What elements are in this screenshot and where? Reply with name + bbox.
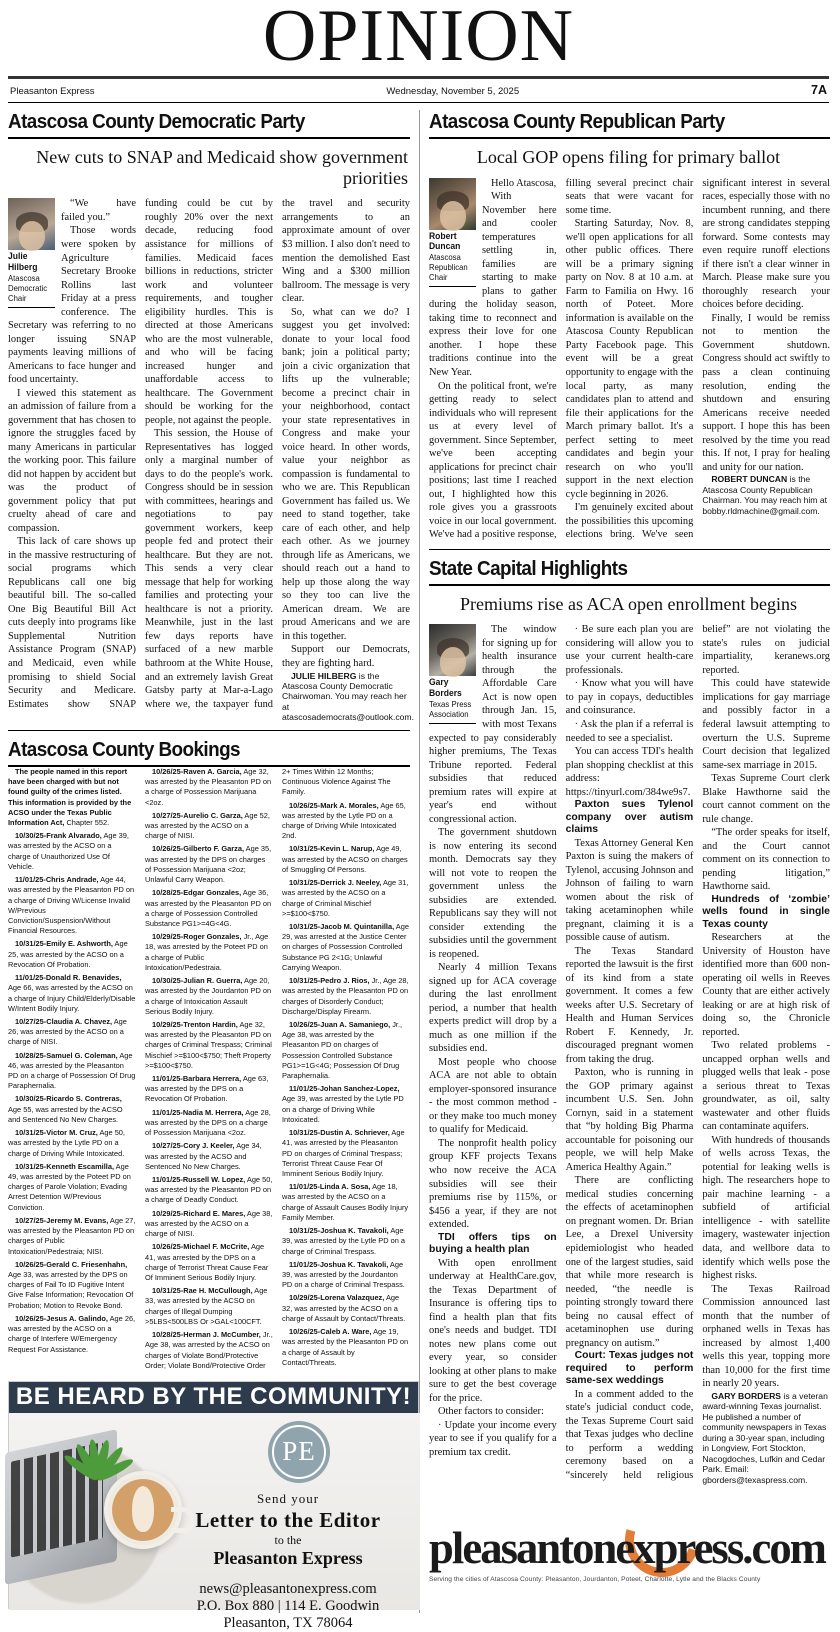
booking-entry-name: 10/27/25-Jeremy M. Evans,: [15, 1215, 109, 1225]
booking-entry-detail: Age 33, was arrested by the ACSO on charges of Illegal Dumping >5LBS<500LBS Or >GAL<100CFT.: [145, 1286, 268, 1326]
section-deck-republican: Local GOP opens filing for primary ballot: [476, 147, 781, 168]
tagline-author-name: ROBERT DUNCAN: [711, 474, 788, 485]
paragraph: The Texas Railroad Commission announced last month that the number of orphaned wells in Texas has increased by almost 1,400 wells this year, topping more than 10,000 for the first time in nearly 20 years.: [702, 1283, 830, 1390]
booking-entry-detail: Age 32, was arrested by the Pleasanton PD on charges of Criminal Trespass; Criminal Mischief >=$100<$750; Theft Property >=$100<$750.: [145, 1019, 272, 1070]
booking-entry-name: 10/27/25-Claudia A. Chavez,: [15, 1016, 113, 1026]
booking-entry-name: 10/28/25-Samuel G. Coleman,: [15, 1050, 118, 1060]
section-title-bookings: Atascosa County Bookings: [8, 737, 240, 761]
booking-entry-detail: Age 39, was arrested by the Lytle PD on a charge of Criminal Trespass.: [282, 1226, 405, 1256]
capital-subheading: Hundreds of ‘zombie’ wells found in single Texas county: [702, 893, 830, 930]
booking-entry-detail: Age 32, was arrested by the ACSO on a charge of Assault by Contact/Threats.: [282, 1293, 406, 1323]
booking-entry: [282, 1226, 410, 1257]
ad-address-line1: P.O. Box 880 | 114 E. Goodwin: [196, 1597, 380, 1614]
paragraph: The window for signing up for health insurance through the Affordable Care Act is now open through Jan. 15, with most Texans expected to pay considerably higher premiums, The Texas Tribune reported. Federal subsidies that reduced premium rates will expire at year's end without congressional action.: [429, 624, 557, 825]
paragraph: Support our Democrats, they are fighting hard.: [282, 644, 410, 669]
bookings-list: [8, 767, 410, 1371]
booking-entry-detail: Age 63, was arrested by the DPS on a Revocation Of Probation.: [145, 1074, 269, 1104]
paragraph: Texas Attorney General Ken Paxton is suing the makers of Tylenol, accusing Johnson and Johnson of failing to warn women about the risk of taking acetaminophen while pregnant, claiming it is a possible cause of autism.: [565, 837, 694, 944]
section-separator: [429, 549, 830, 550]
booking-entry-name: 11/01/25-Barbara Herrera,: [152, 1074, 242, 1084]
booking-entry-detail: Age 28, was arrested by the DPS on a charge of Possession Marijuana <2oz.: [145, 1107, 271, 1138]
booking-entry-name: 10/28/25-Herman J. McCumber,: [152, 1330, 261, 1340]
booking-entry-name: 10/28/25-Edgar Gonzales,: [152, 888, 242, 898]
booking-entry-name: 10/31/25-Victor M. Cruz,: [15, 1128, 98, 1138]
booking-entry: [145, 932, 273, 973]
booking-entry-name: 11/01/25-Donald R. Benavides,: [15, 973, 122, 983]
booking-entry: [8, 1162, 136, 1213]
ad-website-promo[interactable]: [429, 1495, 840, 1613]
tagline-text: is the Atascosa County Republican Chairman. You may reach him at bobby.rldmachine@gmail.com.: [702, 474, 827, 516]
booking-entry-name: 10/31/25-Kenneth Escamilla,: [15, 1161, 115, 1171]
booking-entry-detail: Age 65, was arrested by the Lytle PD on a charge of Driving While Intoxicated 2nd.: [282, 800, 406, 841]
byline-rule: [429, 723, 476, 724]
paragraph: With November here and cooler temperatures settling in, families are starting to make plans to gather during the holiday season, taking time to reconnect and express their love for one another. I hope these traditions continue into the New Year.: [429, 191, 557, 378]
booking-entry: [145, 811, 273, 842]
plant-graphic: [53, 1417, 145, 1479]
booking-entry: [8, 1314, 136, 1355]
bookings-disclaimer-bold: The people named in this report have been charged with but not found guilty of the crimes listed. This information is provided by the ACSO under the Texas Public Information Act,: [8, 766, 132, 828]
ad-banner-headline: BE HEARD BY THE COMMUNITY!: [9, 1382, 418, 1413]
booking-entry: [145, 844, 273, 885]
booking-entry: [282, 1020, 410, 1081]
booking-entry-detail: Age 27, was arrested by the Pleasanton PD on charges of Public Intoxication/Pedestraia; NISI.: [8, 1215, 136, 1256]
paragraph: I viewed this statement as an admission of failure from a government that has chosen to ignore the struggles faced by many Americans in particular the working poor. This failure did not happen by accident but was the product of government policy that put cruelty ahead of care and compassion.: [8, 387, 136, 534]
capital-subheading: Paxton sues Tylenol company over autism claims: [565, 799, 694, 836]
booking-entry-name: 10/31/25-Kevin L. Narup,: [289, 844, 375, 854]
booking-entry: [282, 801, 410, 842]
paragraph: You can access TDI's health plan shopping checklist at this address: https://tinyurl.com/384we9s7.: [565, 746, 694, 798]
booking-entry-detail: Age 46, was arrested by the Pleasanton PD on a charge of Possession Of Drug Paraphernalia.: [8, 1050, 136, 1091]
paragraph: · Update your income every year to see if you qualify for a premium tax credit.: [429, 1419, 557, 1458]
folio-date: Wednesday, November 5, 2025: [386, 86, 520, 98]
booking-entry-name: 11/01/25-Nadia M. Herrera,: [152, 1107, 244, 1117]
booking-entry-name: 11/01/25-Joshua K. Tavakoli,: [289, 1259, 389, 1269]
booking-entry-name: 11/01/25-Johan Sanchez-Lopez,: [289, 1084, 400, 1094]
booking-entry-detail: Age 52, was arrested by the ACSO on a charge of NISI.: [145, 810, 270, 841]
booking-entry: [8, 1017, 136, 1048]
booking-entry-name: 11/01/25-Linda A. Sosa,: [289, 1182, 371, 1192]
section-bookings: [8, 738, 410, 1371]
booking-entry-name: 10/30/25-Ricardo S. Contreras,: [15, 1094, 122, 1104]
booking-entry-name: 10/29/25-Trenton Hardin,: [152, 1019, 238, 1029]
section-title-democratic: Atascosa County Democratic Party: [8, 110, 305, 134]
booking-entry: [145, 1242, 273, 1283]
author-tagline-republican: [702, 474, 830, 516]
booking-entry-name: 10/31/25-Jacob M. Quintanilla,: [289, 921, 395, 931]
section-democratic-party: [8, 110, 414, 723]
booking-entry: [282, 844, 410, 875]
booking-entry-detail: Age 29, was arrested at the Justice Center on charges of Possession Controlled Substance PG 2<1G; Unlawful Carrying Weapon.: [282, 921, 409, 972]
booking-entry: [8, 939, 136, 970]
ad-website-tagline: Serving the cities of Atascosa County: Pleasanton, Jourdanton, Poteet, Charlotte, Lytle and the Blacks County: [429, 1576, 761, 1584]
booking-entry-detail: Age 41, was arrested by the DPS on a charge of Terrorist Threat Cause Fear Of Imminent Serious Bodily Injury.: [145, 1242, 269, 1282]
byline-capital: [429, 624, 476, 723]
booking-entry: [8, 875, 136, 936]
booking-entry: [282, 1327, 410, 1368]
ad-email[interactable]: news@pleasantonexpress.com: [199, 1580, 377, 1597]
booking-entry: [145, 1020, 273, 1071]
paragraph: Texas Supreme Court clerk Blake Hawthorne said the court cannot comment on the rule change.: [702, 773, 830, 825]
booking-entry-detail: Age 44, was arrested by the Pleasanton PD on a charge of Driving W/License Invalid W/Previous Conviction/Suspension/Without Financial Resources.: [8, 875, 135, 936]
section-state-capital-highlights: [429, 557, 830, 1485]
booking-entry: [8, 1260, 136, 1311]
byline-title-republican: Atascosa Republican Chair: [429, 252, 468, 282]
ad-wordmark: pleasantonexpress.com: [429, 1522, 825, 1574]
booking-entry-detail: Age 41, was arrested by the Pleasanton PD on charges of Criminal Trespass; Terrorist Threat Cause Fear Of Imminent Serious Bodily Injury.: [282, 1128, 405, 1179]
paragraph: This could have statewide implications for gay marriage and possibly factor in a federal lawsuit attempting to overturn the U.S. Supreme Court decision that legalized same-sex marriage in 2015.: [702, 678, 830, 771]
booking-entry: [282, 1182, 410, 1223]
author-tagline-capital: [702, 1391, 830, 1485]
booking-entry: [282, 1260, 410, 1291]
tagline-text: is the Atascosa County Democratic Chairwoman. You may reach her at atascosademocrats@outlook.com.: [282, 670, 414, 723]
paragraph: “We have failed you.”: [61, 198, 136, 223]
paragraph: In a comment added to the state's judicial conduct code, the Texas Supreme Court said that Texas judges who decline to perform a wedding ceremony based on a “sincerely held religious belief” are not violating the state's rules on judicial impartiality, keranews.org reported.: [565, 624, 830, 1481]
paragraph: The government shutdown is now entering its second month. Democrats say they will not vote to reopen the government unless the subsidies are extended. Republicans say they will not consider extending the subsidies until the government is reopened.: [429, 827, 557, 960]
ad-copy-block: [159, 1491, 417, 1632]
booking-entry: [282, 878, 410, 919]
booking-entry: [145, 1286, 273, 1327]
booking-entry-detail: Age 36, was arrested by the Pleasanton PD on a charge of Possession Controlled Substance PG1>=4G<4G.: [145, 888, 272, 928]
byline-title-democratic: Atascosa Democratic Chair: [8, 272, 48, 303]
paragraph: · Ask the plan if a referral is needed to see a specialist.: [565, 718, 694, 744]
folio-divider: [8, 102, 829, 103]
bookings-disclaimer-rest: Chapter 552.: [64, 818, 110, 828]
page-masthead-title: OPINION: [262, 0, 575, 77]
booking-entry-detail: Age 34, was arrested by the ACSO and Sentenced No New Charges.: [145, 1141, 262, 1171]
booking-entry: [282, 1293, 410, 1324]
folio-bar: [8, 79, 829, 102]
ad-line-letter-to-editor: Letter to the Editor: [195, 1507, 381, 1532]
booking-entry-detail: Age 49, was arrested by the Poteet PD on charges of Parole Violation; Evading Arrest Detention W/Previous Conviction.: [8, 1161, 131, 1212]
booking-entry: [282, 922, 410, 973]
paragraph: I'm genuinely excited about the possibilities this upcoming elections bring. We've seen significant interest in several races, especially those with no incumbent running, and there are strong candidates stepping forward. Some contests may even require runoff elections if there isn't a clear winner in March. Please make sure you thoroughly research your choices before deciding.: [565, 177, 830, 541]
paragraph: Other factors to consider:: [438, 1406, 544, 1418]
tagline-text: is a veteran award-winning Texas journalist. He published a number of community newspapers in Texas during a 30-year span, including in Longview, Fort Stockton, Nacogdoches, Lufkin and Cedar Park. Email: gborders@texaspress.com.: [702, 1390, 828, 1485]
booking-entry-detail: Age 39, was arrested by the ACSO on a charge of Unauthorized Use Of Vehicle.: [8, 831, 129, 871]
ad-line-pleasanton-express: Pleasanton Express: [213, 1547, 363, 1568]
booking-entry-name: 10/26/25-Michael F. McCrite,: [152, 1242, 250, 1252]
booking-entry-name: 11/01/25-Russell W. Lopez,: [152, 1175, 246, 1185]
tagline-author-name: GARY BORDERS: [711, 1390, 782, 1401]
capital-subheading: Court: Texas judges not required to perform same-sex weddings: [565, 1350, 694, 1387]
section-deck-capital: Premiums rise as ACA open enrollment begins: [460, 593, 797, 614]
booking-entry: [145, 1209, 273, 1240]
ad-line-send-your: Send your: [256, 1490, 320, 1506]
booking-entry-name: 10/27/25-Aurelio C. Garza,: [152, 810, 243, 820]
booking-entry: [8, 1128, 136, 1159]
byline-rule: [8, 307, 55, 308]
paragraph: Paxton, who is running in the GOP primary against incumbent U.S. Sen. John Cornyn, said in a statement that “by holding Big Pharma accountable for poisoning our people, we will help Make America Healthy Again.”: [565, 1067, 694, 1173]
booking-entry-detail: Jr., Age 38, was arrested by the Pleasanton PD on charges of Possession Controlled Substance PG1>=1G<4G; Possession Of Drug Paraphernalia.: [282, 1019, 403, 1081]
booking-entry-name: 10/29/25-Roger Gonzales,: [152, 932, 242, 942]
booking-entry: [145, 1074, 273, 1105]
booking-entry-detail: Age 32, was arrested by the Pleasanton PD on a charge of Possession Marijuana <2oz.: [145, 766, 272, 807]
paragraph: · Know what you will have to pay in copays, deductibles and coinsurance.: [565, 678, 694, 717]
paragraph: Most people who choose ACA are not able to obtain employer-sponsored insurance - the most common method - or they make too much money to qualify for Medicaid.: [429, 1056, 557, 1136]
booking-entry-name: 10/31/25-Dustin A. Schriever,: [289, 1128, 390, 1138]
paragraph: Those words were spoken by Agriculture Secretary Brooke Rollins last Friday at a press conference. The Secretary was referring to no longer issuing SNAP payments leaving millions of Americans to face hunger and food uncertainty.: [8, 225, 136, 386]
booking-entry: [282, 1084, 410, 1125]
paragraph: “The order speaks for itself, and the Court cannot comment on its connection to pending litigation,” Hawthorne said.: [702, 827, 830, 893]
booking-entry-detail: Age 35, was arrested by the DPS on charges of Possession Marijuana <2oz; Unlawful Carry Weapon.: [145, 844, 272, 885]
democratic-article-body: [8, 197, 414, 723]
paragraph: · Be sure each plan you are considering will allow you to use your current health-care professionals.: [565, 624, 694, 676]
bookings-disclaimer: [8, 767, 136, 828]
paragraph: There are conflicting medical studies concerning the effects of acetaminophen on pregnant women. Dr. Brian Lee, a Drexel University epidemiologist who headed one of the largest studies, said that while more research is needed, “the needle is pointing strongly toward there being no causal effect of acetaminophen use during pregnancy on autism.”: [565, 1175, 694, 1349]
booking-entry: [8, 831, 136, 872]
booking-entry-name: 10/31/25-Pedro J. Rios,: [289, 976, 370, 986]
robert-duncan-headshot-image: [429, 178, 476, 230]
capital-article-body: [429, 623, 830, 1485]
booking-entry-name: 11/01/25-Chris Andrade,: [15, 875, 99, 885]
booking-entry-detail: Age 26, was arrested by the ACSO on a charge of Interfere W/Emergency Request For Assistance.: [8, 1313, 136, 1354]
booking-entry-name: 10/30/25-Julian R. Guerra,: [152, 976, 243, 986]
section-separator: [8, 730, 410, 731]
booking-entry-name: 10/31/25-Derrick J. Neeley,: [289, 878, 382, 888]
paragraph: Two related problems - uncapped orphan wells and plugged wells that leak - pose a serious threat to Texas groundwater, as oil, salty wastewater and other fluids can contaminate aquifers.: [702, 1040, 830, 1133]
paragraph: Starting Saturday, Nov. 8, we'll open applications for all other public offices. There will be a primary signing party on Nov. 8 at 10 a.m. at Farm to Familia on Hwy. 16 north of Poteet. More information is available on the Atascosa County Republican Party Facebook page. This event will be a great opportunity to engage with the local party, as many candidates plan to attend and file their applications for the March primary ballot. It's a perfect setting to meet candidates and begin your research on who you'll support in the next election cycle beginning in 2026.: [565, 218, 694, 500]
paragraph: Researchers at the University of Houston have identified more than 600 non-operating oil wells in Reeves County that are either actively leaking or are at high risk of doing so, the Chronicle reported.: [702, 932, 830, 1038]
booking-entry-name: 10/26/25-Gerald C. Friesenhahn,: [15, 1259, 128, 1269]
section-republican-party: [429, 110, 830, 542]
paragraph: With open enrollment underway at HealthCare.gov, the Texas Department of Insurance is offering tips to find a health plan that fits one's needs and budget. TDI notes new plans come out every year, so consider looking at other plans to make sure to get the best coverage for the price.: [429, 1257, 557, 1404]
booking-entry-detail: Age 55, was arrested by the ACSO and Sentenced No New Charges.: [8, 1104, 123, 1124]
booking-entry-name: 10/30/25-Frank Alvarado,: [15, 831, 102, 841]
booking-entry-detail: Jr., Age 38, was arrested by the ACSO on charges of Violate Bond/Protective Order; Violate Bond/Protective Order 2+ Times Within 12 Months; Continuous Violence Against The Family.: [145, 766, 391, 1370]
paragraph: This lack of care shows up in the massive restructuring of social programs which Republicans call one big beautiful bill. The so-called One Big Beautiful Bill Act cuts deeply into programs like Supplemental Nutrition Assistance Program (SNAP) and Medicaid, even while promising to shield Social Security and Medicare. Estimates show SNAP funding could be cut by roughly 20% over the next decade, reducing food assistance for millions of families. Medicaid faces billions in reductions, stricter work and volunteer requirements, and tougher eligibility hurdles. This is directed at those Americans who are the most vulnerable, and who will be facing increased hunger and unaffordable access to healthcare. The Government should be working for the people, not against the people.: [8, 198, 273, 710]
booking-entry-detail: Age 50, was arrested by the Lytle PD on a charge of Driving While Intoxicated.: [8, 1128, 125, 1158]
booking-entry-detail: Age 38, was arrested by the ACSO on a charge of NISI.: [145, 1208, 273, 1239]
byline-name-democratic: Julie Hilberg: [8, 251, 38, 274]
paragraph: With hundreds of thousands of wells across Texas, the potential for leaking wells is high. The researchers hope to pair machine learning - a subfield of artificial intelligence - with satellite imagery, wastewater injection data, and wellbore data to identify which wells pose the highest risks.: [702, 1134, 830, 1282]
booking-entry: [145, 1141, 273, 1172]
paragraph: The nonprofit health policy group KFF projects Texans who now receive the ACA subsidies will see their premiums rise by 115%, or $456 a year, if they are not extended.: [429, 1137, 557, 1231]
byline-republican: [429, 178, 476, 287]
booking-entry: [8, 1216, 136, 1257]
pe-logo-icon: [268, 1421, 330, 1483]
paragraph: This session, the House of Representatives has logged only a marginal number of days to do the people's work. Congress should be in session with committees, hearings and negotiations to pay government workers, keep people fed and protect their healthcare. But they are not. This sends a very clear message that help for working families and protecting your healthcare is not a priority. Meanwhile, just in the last few days reports have surfaced of a new marble bathroom at the White House, and an extremely lavish Great Gatsby party at Mar-a-Lago where we, the taxpayer fund the travel and security arrangements to an approximate amount of over $3 million. I also don't need to mention the demolished East Wing and a $300 million ballroom. The message is very clear.: [145, 198, 410, 710]
author-tagline-democratic: [282, 670, 414, 723]
booking-entry-detail: Age 20, was arrested by the Jourdanton PD on a charge of Intoxication Assault Serious Bodily Injury.: [145, 976, 272, 1016]
booking-entry-name: 10/26/25-Mark A. Morales,: [289, 800, 379, 810]
booking-entry-name: 10/26/25-Juan A. Samaniego,: [289, 1019, 391, 1029]
folio-page-number: 7A: [811, 83, 827, 98]
booking-entry: [8, 1051, 136, 1092]
tagline-author-name: JULIE HILBERG: [291, 670, 357, 681]
paragraph: Finally, I would be remiss not to mention the Government shutdown. Congress should act swiftly to pass a clean continuing resolution, ending the shutdown and ensuring Americans receive needed support. I hope this has been resolved by the time you read this. If not, I pray for healing and unity for our nation.: [702, 312, 830, 473]
booking-entry: [282, 1128, 410, 1179]
booking-entry-name: 10/26/25-Jesus A. Galindo,: [15, 1313, 108, 1323]
booking-entry-detail: Age 49, was arrested by the ACSO on charges of Smuggling Of Persons.: [282, 844, 408, 874]
pe-logo-text: PE: [272, 1425, 326, 1479]
booking-entry-detail: Age 50, was arrested by the Pleasanton PD on a charge of Deadly Conduct.: [145, 1175, 273, 1205]
booking-entry-name: 10/31/25-Rae H. McCullough,: [152, 1286, 253, 1296]
booking-entry-detail: Age 25, was arrested by the ACSO on a Revocation Of Probation.: [8, 939, 128, 969]
booking-entry-detail: Age 39, was arrested by the Jourdanton PD on a charge of Criminal Trespass.: [282, 1259, 405, 1290]
booking-entry: [282, 976, 410, 1017]
paragraph: Nearly 4 million Texans signed up for ACA coverage during the last enrollment period, a number that health experts predict will drop by a much as one million if the subsidies end.: [429, 962, 557, 1055]
booking-entry-detail: Jr., Age 28, was arrested by the Pleasanton PD on charges of Disorderly Conduct; Discharge/Display Firearm.: [282, 976, 409, 1016]
paragraph: So, what can we do? I suggest you get involved: donate to your local food bank; join a political party; join a civic organization that lifts up the vulnerable; become a precinct chair in your neighborhood, contact your state representatives in Congress and make your voice heard. In other words, value your neighbor as compassion is fundamental to who we are. This Republican Government has failed us. We need to stand together, take care of each other, and help each other. As we journey through life as Americans, we should reach out a hand to help up those along the way so they too can live the American dream. We are proud Americans and we are in this together.: [282, 306, 410, 642]
ad-letter-to-editor[interactable]: [8, 1381, 419, 1631]
booking-entry: [145, 976, 273, 1017]
ad-photo-desk-scene: [9, 1413, 420, 1631]
paragraph: Hello Atascosa,: [491, 177, 557, 189]
right-column: [419, 110, 830, 1613]
section-title-capital: State Capital Highlights: [429, 556, 628, 580]
booking-entry-name: 10/29/25-Richard E. Mares,: [152, 1208, 246, 1218]
byline-democratic: [8, 198, 55, 307]
booking-entry: [145, 767, 273, 808]
booking-entry-name: 10/31/25-Joshua K. Tavakoli,: [289, 1226, 389, 1236]
folio-publication: Pleasanton Express: [10, 86, 95, 98]
booking-entry-detail: Age 33, was arrested by the DPS on charges of Fail To ID Fugitive Intent Give False Information; Revocation Of Probation; Motion to Revoke Bond.: [8, 1269, 134, 1310]
booking-entry-name: 10/31/25-Emily E. Ashworth,: [15, 939, 113, 949]
gary-borders-headshot-image: [429, 624, 476, 676]
booking-entry-detail: Age 31, was arrested by the ACSO on a charge of Criminal Mischief >=$100<$750.: [282, 878, 409, 918]
byline-title-capital: Texas Press Association: [429, 698, 472, 719]
ad-address-line2: Pleasanton, TX 78064: [223, 1614, 353, 1631]
booking-entry: [8, 973, 136, 1014]
ad-line-to-the: to the: [274, 1532, 302, 1547]
byline-name-republican: Robert Duncan: [429, 230, 461, 253]
section-deck-democratic: New cuts to SNAP and Medicaid show government priorities: [36, 147, 408, 188]
section-title-republican: Atascosa County Republican Party: [429, 110, 725, 134]
booking-entry-detail: Age 39, was arrested by the Lytle PD on a charge of Driving While Intoxicated.: [282, 1094, 404, 1124]
booking-entry-detail: Age 19, was arrested by the Pleasanton PD on a charge of Assault by Contact/Threats.: [282, 1327, 409, 1367]
booking-entry-name: 10/29/25-Lorena Valazquez,: [289, 1293, 385, 1303]
booking-entry-detail: Age 18, was arrested by the ACSO on a charge of Assault Causes Bodily Injury Family Member.: [282, 1182, 409, 1222]
booking-entry: [145, 1108, 273, 1139]
paragraph: The Texas Standard reported the lawsuit is the first of its kind from a state government. It comes a few weeks after U.S. Secretary of Health and Human Services Robert F. Kennedy, Jr. discouraged pregnant women from taking the drug.: [565, 945, 694, 1065]
julie-hilberg-headshot-image: [8, 198, 55, 250]
booking-entry: [145, 1175, 273, 1206]
capital-subheading: TDI offers tips on buying a health plan: [429, 1231, 557, 1256]
booking-entry-name: 10/26/25-Gilberto F. Garza,: [152, 844, 245, 854]
republican-article-body: [429, 177, 830, 542]
byline-rule: [429, 286, 476, 287]
booking-entry: [8, 1094, 136, 1125]
booking-entry-name: 10/26/25-Raven A. Garcia,: [152, 766, 242, 776]
booking-entry: [145, 888, 273, 929]
booking-entry-detail: Age 66, was arrested by the ACSO on a charge of Injury Child/Elderly/Disable W/Intent Bodily Injury.: [8, 983, 136, 1013]
booking-entry-name: 10/26/25-Caleb A. Ware,: [289, 1327, 372, 1337]
byline-name-capital: Gary Borders: [429, 677, 462, 699]
booking-entry-detail: Jr., Age 18, was arrested by the Poteet PD on a charge of Public Intoxication/Pedestraia.: [145, 932, 269, 972]
booking-entry-name: 10/27/25-Cory J. Keeler,: [152, 1141, 235, 1151]
left-column: [8, 110, 419, 1631]
booking-entry-detail: Age 26, was arrested by the ACSO on a charge of NISI.: [8, 1016, 127, 1047]
paragraph: On the political front, we're getting ready to select individuals who will represent us at every level of government. Since September, we've been accepting applications for precinct chair positions; last time I reached out, I highlighted how this role gives you a grassroots voice in our local government. We've had a positive response, filling several precinct chair seats that were vacant for some time.: [429, 177, 694, 541]
